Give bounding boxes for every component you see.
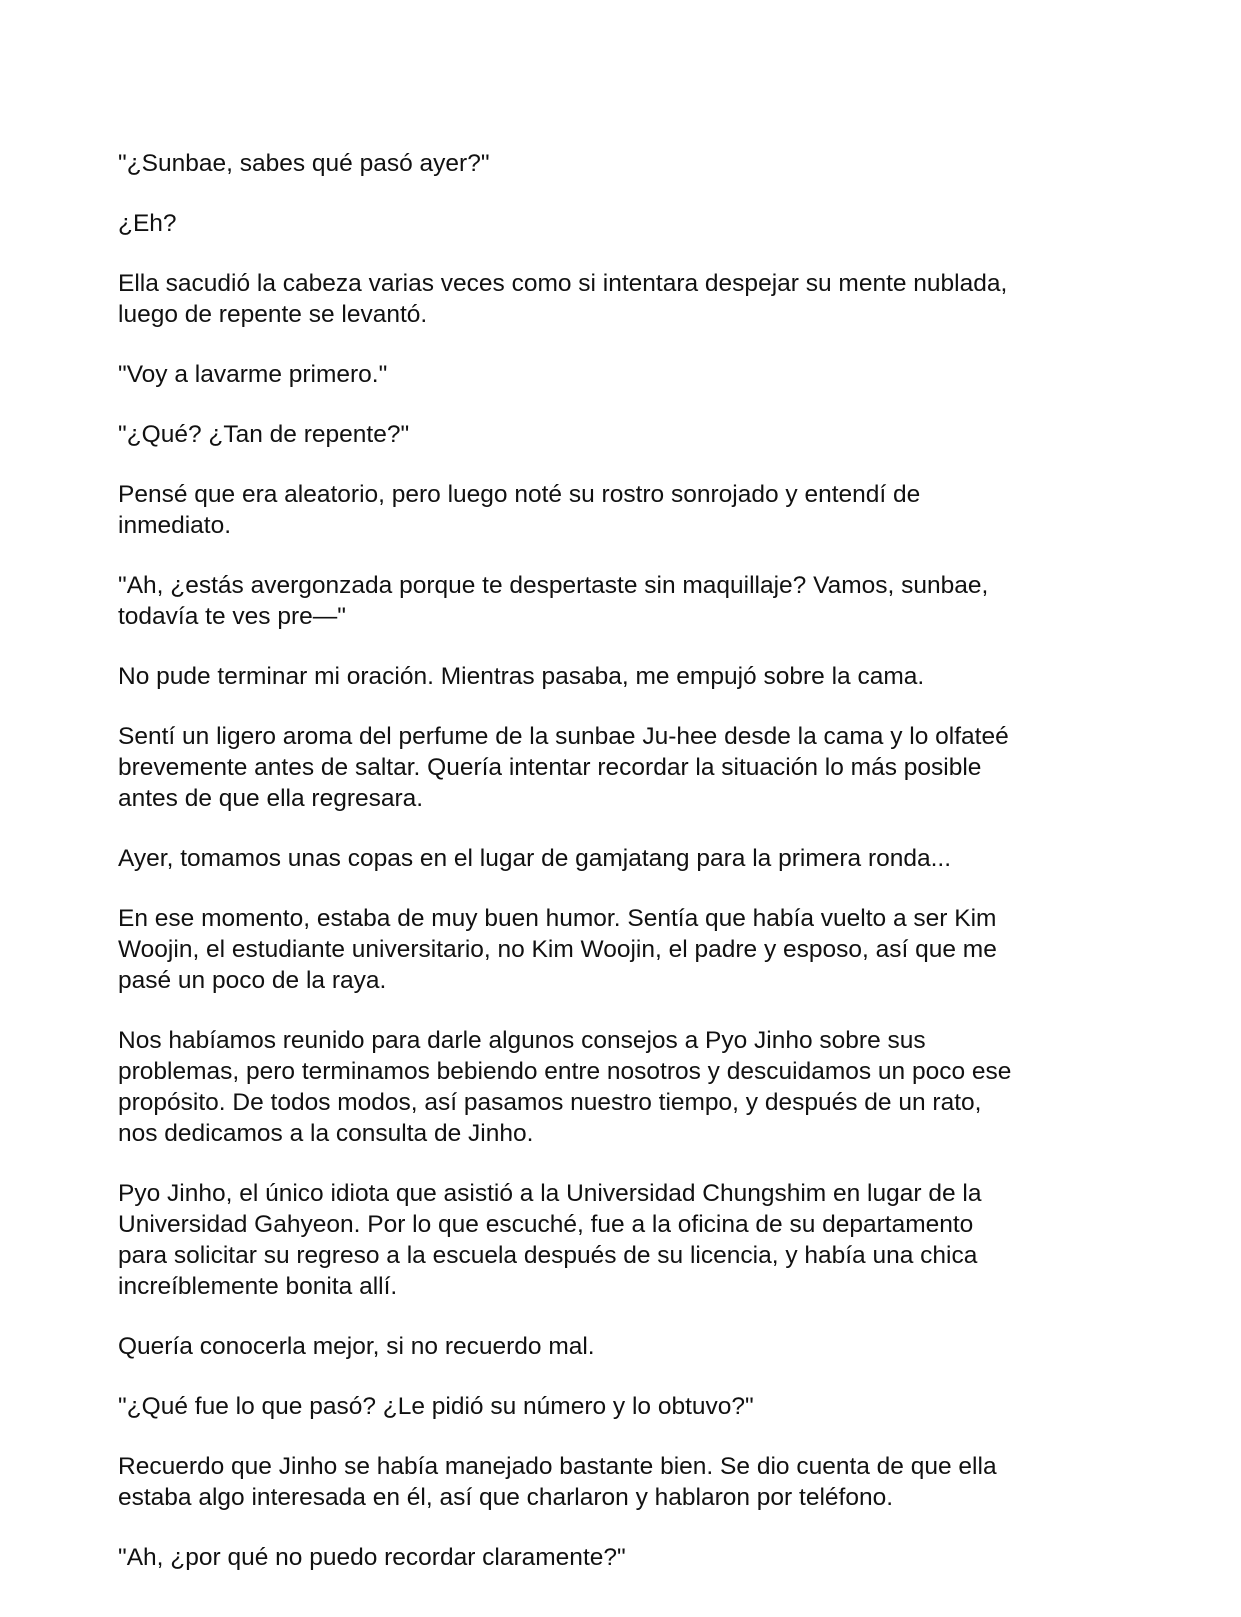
paragraph-4: "Voy a lavarme primero.": [118, 361, 388, 388]
paragraph-7: "Ah, ¿estás avergonzada porque te despertaste sin maquillaje? Vamos, sunbae, todavía te ves pre—": [118, 572, 989, 630]
paragraph-11: En ese momento, estaba de muy buen humor. Sentía que había vuelto a ser Kim Woojin, el estudiante universitario, no Kim Woojin, el padre y esposo, así que me pasé un poco de la raya.: [118, 905, 997, 994]
paragraph-2: ¿Eh?: [118, 210, 177, 237]
paragraph-9: Sentí un ligero aroma del perfume de la sunbae Ju-hee desde la cama y lo olfateé brevemente antes de saltar. Quería intentar recordar la situación lo más posible antes de que ella regresara.: [118, 723, 1009, 812]
paragraph-12: Nos habíamos reunido para darle algunos consejos a Pyo Jinho sobre sus problemas, pero terminamos bebiendo entre nosotros y descuidamos un poco ese propósito. De todos modos, así pasamos nuestro tiempo, y después de un rato, nos dedicamos a la consulta de Jinho.: [118, 1027, 1012, 1147]
paragraph-16: Recuerdo que Jinho se había manejado bastante bien. Se dio cuenta de que ella estaba algo interesada en él, así que charlaron y hablaron por teléfono.: [118, 1453, 997, 1511]
paragraph-15: "¿Qué fue lo que pasó? ¿Le pidió su número y lo obtuvo?": [118, 1393, 754, 1420]
paragraph-17: "Ah, ¿por qué no puedo recordar claramente?": [118, 1544, 626, 1571]
body-text: [118, 148, 1118, 1602]
paragraph-8: No pude terminar mi oración. Mientras pasaba, me empujó sobre la cama.: [118, 663, 925, 690]
paragraph-1: "¿Sunbae, sabes qué pasó ayer?": [118, 150, 490, 177]
paragraph-10: Ayer, tomamos unas copas en el lugar de gamjatang para la primera ronda...: [118, 845, 952, 872]
paragraph-14: Quería conocerla mejor, si no recuerdo mal.: [118, 1333, 595, 1360]
paragraph-5: "¿Qué? ¿Tan de repente?": [118, 421, 410, 448]
paragraph-3: Ella sacudió la cabeza varias veces como si intentara despejar su mente nublada, luego de repente se levantó.: [118, 270, 1008, 328]
paragraph-13: Pyo Jinho, el único idiota que asistió a la Universidad Chungshim en lugar de la Universidad Gahyeon. Por lo que escuché, fue a la oficina de su departamento para solicitar su regreso a la escuela después de su licencia, y había una chica increíblemente bonita allí.: [118, 1180, 982, 1300]
paragraph-6: Pensé que era aleatorio, pero luego noté su rostro sonrojado y entendí de inmediato.: [118, 481, 921, 539]
